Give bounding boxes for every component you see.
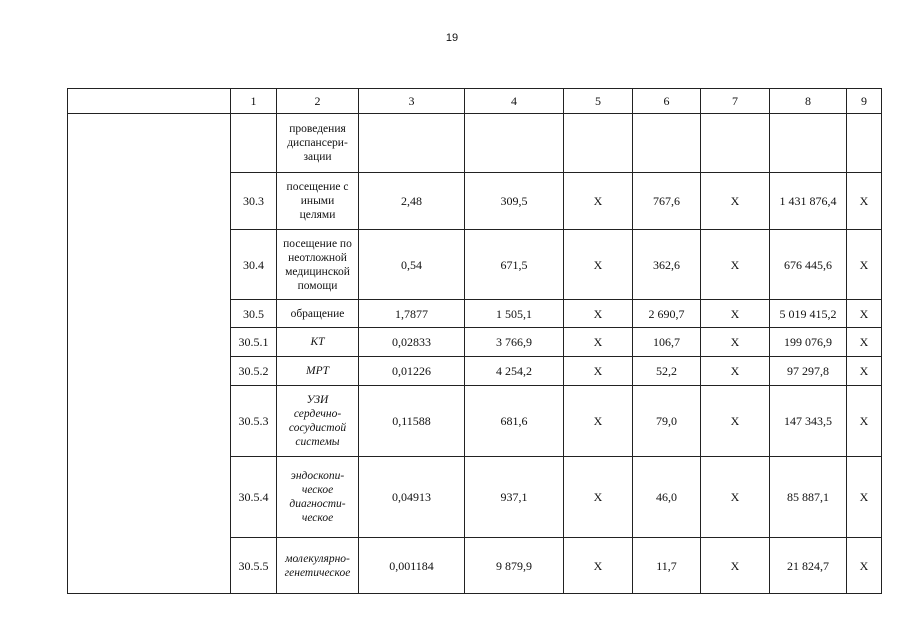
cell-c4: 3 766,9 <box>465 328 564 357</box>
cell-c1 <box>231 114 277 173</box>
cell-c4: 937,1 <box>465 457 564 538</box>
cell-line: УЗИ <box>306 394 329 406</box>
cell-c7: X <box>701 538 770 594</box>
cell-c7: X <box>701 357 770 386</box>
cell-c5: X <box>564 538 633 594</box>
cell-c9: X <box>847 457 882 538</box>
data-table <box>67 88 882 594</box>
cell-line: системы <box>295 436 340 448</box>
cell-c4: 671,5 <box>465 230 564 300</box>
header-cell-2: 2 <box>277 89 359 114</box>
cell-c4: 9 879,9 <box>465 538 564 594</box>
cell-c6: 46,0 <box>633 457 701 538</box>
cell-c6: 11,7 <box>633 538 701 594</box>
cell-c2 <box>277 114 359 173</box>
cell-c8: 1 431 876,4 <box>770 173 847 230</box>
cell-line: ческое <box>301 512 334 524</box>
cell-line: эндоскопи- <box>290 470 345 482</box>
cell-c3: 0,04913 <box>359 457 465 538</box>
cell-line: помощи <box>297 279 338 292</box>
cell-c9: X <box>847 357 882 386</box>
cell-c2 <box>277 386 359 457</box>
cell-line: проведения <box>289 123 346 135</box>
cell-c1: 30.4 <box>231 230 277 300</box>
cell-c8: 5 019 415,2 <box>770 300 847 328</box>
cell-c6: 362,6 <box>633 230 701 300</box>
cell-c7: X <box>701 230 770 300</box>
cell-line: целями <box>299 209 336 221</box>
cell-c1: 30.5 <box>231 300 277 328</box>
cell-c2 <box>277 173 359 230</box>
cell-c3 <box>359 114 465 173</box>
cell-line: ческое <box>301 484 334 496</box>
cell-c6 <box>633 114 701 173</box>
cell-c4: 309,5 <box>465 173 564 230</box>
cell-c5: X <box>564 328 633 357</box>
cell-c9: X <box>847 538 882 594</box>
cell-c3: 0,01226 <box>359 357 465 386</box>
cell-c8: 97 297,8 <box>770 357 847 386</box>
header-cell-6: 6 <box>633 89 701 114</box>
header-cell-8: 8 <box>770 89 847 114</box>
cell-c6: 106,7 <box>633 328 701 357</box>
cell-c3: 0,11588 <box>359 386 465 457</box>
header-cell-9: 9 <box>847 89 882 114</box>
cell-line: зации <box>303 151 332 163</box>
header-cell-4: 4 <box>465 89 564 114</box>
cell-c9: X <box>847 230 882 300</box>
cell-c3: 0,001184 <box>359 538 465 594</box>
cell-c5: X <box>564 386 633 457</box>
cell-c5: X <box>564 173 633 230</box>
cell-c7: X <box>701 386 770 457</box>
cell-c7: X <box>701 300 770 328</box>
header-cell-0 <box>68 89 231 114</box>
cell-line: генетическое <box>284 566 351 579</box>
cell-c9: X <box>847 173 882 230</box>
cell-c6: 2 690,7 <box>633 300 701 328</box>
cell-c5: X <box>564 357 633 386</box>
cell-c2 <box>277 230 359 300</box>
cell-c4: 1 505,1 <box>465 300 564 328</box>
cell-c4: 681,6 <box>465 386 564 457</box>
table-body <box>68 114 882 594</box>
cell-c7 <box>701 114 770 173</box>
cell-c3: 1,7877 <box>359 300 465 328</box>
cell-c1: 30.5.1 <box>231 328 277 357</box>
cell-line: неотложной <box>288 251 347 264</box>
cell-c8: 199 076,9 <box>770 328 847 357</box>
cell-c9: X <box>847 386 882 457</box>
header-cell-7: 7 <box>701 89 770 114</box>
cell-c3: 0,54 <box>359 230 465 300</box>
cell-c2 <box>277 328 359 357</box>
cell-line: МРТ <box>306 365 329 377</box>
cell-c8 <box>770 114 847 173</box>
cell-line: диспансери- <box>287 137 348 149</box>
cell-c5: X <box>564 230 633 300</box>
cell-c6: 767,6 <box>633 173 701 230</box>
header-cell-5: 5 <box>564 89 633 114</box>
header-cell-3: 3 <box>359 89 465 114</box>
cell-c1: 30.5.5 <box>231 538 277 594</box>
cell-c1: 30.5.3 <box>231 386 277 457</box>
cell-line: иными <box>300 195 335 207</box>
page-number: 19 <box>445 32 459 44</box>
header-row <box>68 89 882 114</box>
cell-line: сосудистой <box>288 422 347 434</box>
cell-c2 <box>277 457 359 538</box>
cell-c9: X <box>847 328 882 357</box>
cell-line: сердечно- <box>293 408 342 420</box>
cell-c6: 52,2 <box>633 357 701 386</box>
blank-merged-cell <box>68 114 231 594</box>
cell-c6: 79,0 <box>633 386 701 457</box>
cell-line: посещение по <box>283 237 352 250</box>
cell-c1: 30.5.2 <box>231 357 277 386</box>
cell-c8: 676 445,6 <box>770 230 847 300</box>
cell-c9: X <box>847 300 882 328</box>
cell-c8: 21 824,7 <box>770 538 847 594</box>
cell-c8: 85 887,1 <box>770 457 847 538</box>
cell-c5 <box>564 114 633 173</box>
cell-c5: X <box>564 457 633 538</box>
cell-c9 <box>847 114 882 173</box>
cell-c7: X <box>701 173 770 230</box>
cell-c1: 30.3 <box>231 173 277 230</box>
cell-line: диагности- <box>289 498 346 510</box>
table-row <box>68 114 882 173</box>
cell-line: молекулярно- <box>285 552 350 565</box>
cell-c1: 30.5.4 <box>231 457 277 538</box>
header-cell-1: 1 <box>231 89 277 114</box>
cell-c3: 2,48 <box>359 173 465 230</box>
cell-c7: X <box>701 328 770 357</box>
cell-line: медицинской <box>285 265 350 278</box>
cell-line: КТ <box>310 336 325 348</box>
cell-line: обращение <box>290 307 345 320</box>
cell-c5: X <box>564 300 633 328</box>
cell-c7: X <box>701 457 770 538</box>
cell-c2 <box>277 357 359 386</box>
cell-c3: 0,02833 <box>359 328 465 357</box>
cell-line: посещение с <box>286 181 349 193</box>
cell-c4 <box>465 114 564 173</box>
cell-c8: 147 343,5 <box>770 386 847 457</box>
cell-c2 <box>277 538 359 594</box>
cell-c2 <box>277 300 359 328</box>
cell-c4: 4 254,2 <box>465 357 564 386</box>
